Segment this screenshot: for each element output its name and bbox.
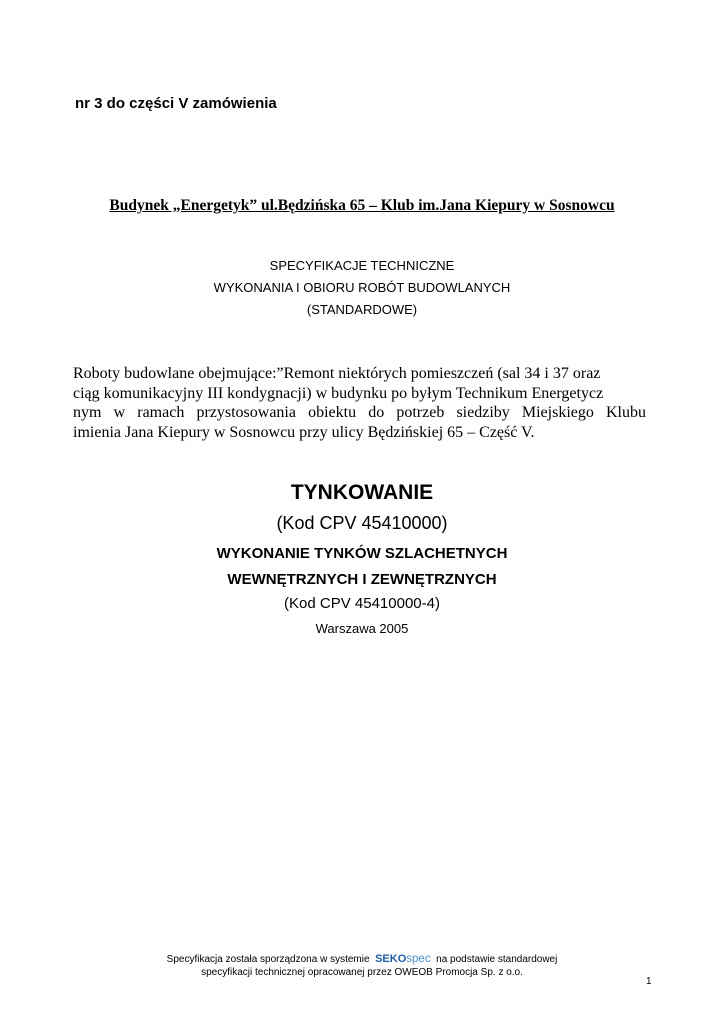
footer-line-2: specyfikacji technicznej opracowanej przez OWEOB Promocja Sp. z o.o. xyxy=(201,967,523,978)
scope-line: nym w ramach przystosowania obiektu do potrzeb siedziby Miejskiego Klubu xyxy=(73,404,646,421)
footer-line-1 xyxy=(0,953,724,965)
building-title: Budynek „Energetyk” ul.Będzińska 65 – Klub im.Jana Kiepury w Sosnowcu xyxy=(109,197,615,214)
sub-cpv-code: (Kod CPV 45410000-4) xyxy=(284,595,440,612)
scope-paragraph xyxy=(73,364,646,442)
main-cpv-code: (Kod CPV 45410000) xyxy=(276,513,448,533)
scope-line: Roboty budowlane obejmujące:”Remont niektórych pomieszczeń (sal 34 i 37 oraz xyxy=(73,365,601,382)
footer-text-before: Specyfikacja została sporządzona w systemie xyxy=(166,954,370,965)
scope-line: imienia Jana Kiepury w Sosnowcu przy ulicy Będzińskiej 65 – Część V. xyxy=(73,423,535,441)
brand-part-1: SEKO xyxy=(375,953,407,965)
brand-part-2: spec xyxy=(406,953,431,965)
place-and-year: Warszawa 2005 xyxy=(315,621,409,636)
main-title: TYNKOWANIE xyxy=(290,481,434,504)
spec-heading-line-1: SPECYFIKACJE TECHNICZNE xyxy=(269,258,455,273)
attachment-note: nr 3 do części V zamówienia xyxy=(75,95,277,112)
page-number: 1 xyxy=(646,976,652,987)
sub-title-line-1: WYKONANIE TYNKÓW SZLACHETNYCH xyxy=(216,545,508,562)
sub-title-line-2: WEWNĘTRZNYCH I ZEWNĘTRZNYCH xyxy=(227,571,497,588)
spec-heading-line-3: (STANDARDOWE) xyxy=(306,302,418,317)
footer-text-after: na podstawie standardowej xyxy=(436,954,558,965)
spec-heading-line-2: WYKONANIA I OBIORU ROBÓT BUDOWLANYCH xyxy=(213,280,511,295)
scope-line: ciąg komunikacyjny III kondygnacji) w budynku po byłym Technikum Energetycz xyxy=(73,384,604,402)
sekospec-logo xyxy=(372,954,433,965)
